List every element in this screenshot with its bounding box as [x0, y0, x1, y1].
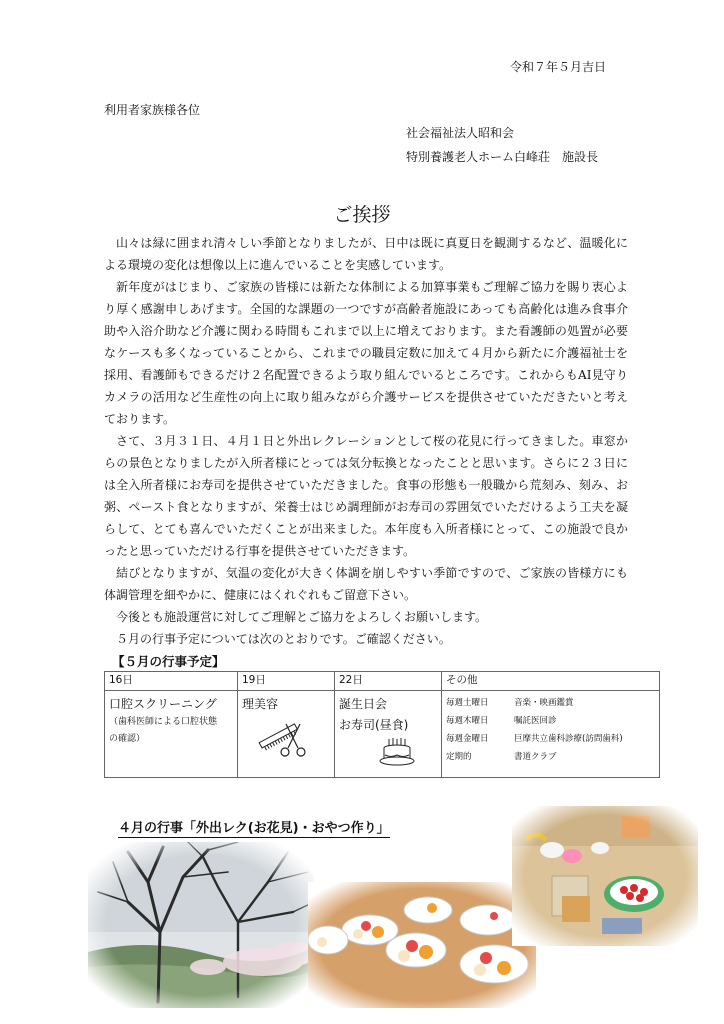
schedule-day-header: 22日 [335, 672, 442, 691]
other-schedule-list [446, 694, 655, 766]
schedule-table [104, 671, 660, 778]
schedule-what: 巨摩共立歯科診療(訪問歯科) [514, 734, 623, 744]
letter-title: ご挨拶 [333, 204, 391, 226]
schedule-cell [442, 691, 660, 778]
paragraph: 今後とも施設運営に対してご理解とご協力をよろしくお願いします。 [116, 610, 488, 624]
addressee: 利用者家族様各位 [104, 103, 201, 117]
event-name: 口腔スクリーニング [109, 697, 217, 711]
schedule-cell [105, 691, 238, 778]
schedule-day-header: 19日 [238, 672, 335, 691]
organization-name: 社会福祉法人昭和会 [406, 126, 515, 140]
event-name: 理美容 [242, 697, 279, 711]
event-note [109, 714, 233, 748]
paragraph: 新年度がはじまり、ご家族の皆様には新たな体制による加算事業もご理解ご協力を賜り衷心より厚く感謝申しあげます。全国的な課題の一つですが高齢者施設にあっても高齢化は進み食事介助や入浴介助など介護に関わる時間もこれまで以上に増えております。また看護師の処置が必要なケースも多くなっていることから、これまでの職員定数に加えて４月から新たに介護福祉士を採用、看護師もできるだけ２名配置できるよう取り組んでいるところです。これからもAI見守りカメラの活用など生産性の向上に取り組みながら介護サービスを提供させていただきたいと考えております。 [104, 280, 628, 426]
april-events-heading: ４月の行事「外出レク(お花見)・おやつ作り」 [118, 817, 390, 838]
schedule-cell [335, 691, 442, 778]
event-note-line: の確認） [109, 734, 146, 744]
schedule-when: 定期的 [446, 752, 472, 762]
schedule-day-header: 16日 [105, 672, 238, 691]
schedule-what: 書道クラブ [514, 752, 557, 762]
schedule-what: 音楽・映画鑑賞 [514, 698, 574, 708]
other-schedule-row [446, 694, 655, 712]
schedule-day-header: その他 [442, 672, 660, 691]
sweets-plates-photo [308, 882, 536, 1008]
paragraph: 山々は緑に囲まれ清々しい季節となりましたが、日中は既に真夏日を観測するなど、温暖化による環境の変化は想像以上に進んでいることを実感しています。 [104, 236, 628, 272]
snack-making-photo [512, 806, 698, 946]
schedule-what: 嘱託医回診 [514, 716, 557, 726]
letter-body [104, 232, 628, 650]
paragraph: 結びとなりますが、気温の変化が大きく体調を崩しやすい季節ですので、ご家族の皆様方にも体調管理を細やかに、健康にはくれぐれもご留意下さい。 [104, 566, 628, 602]
birthday-cake-icon [379, 737, 437, 771]
schedule-when: 毎週土曜日 [446, 698, 489, 708]
schedule-when: 毎週金曜日 [446, 734, 489, 744]
cherry-blossom-photo [88, 842, 314, 1008]
scissors-comb-icon [256, 718, 330, 764]
schedule-when: 毎週木曜日 [446, 716, 489, 726]
paragraph: さて、３月３１日、４月１日と外出レクレーションとして桜の花見に行ってきました。車窓からの景色となりましたが入所者様にとっては気分転換となったことと思います。さらに２３日には全入所者様にお寿司を提供させていただきました。食事の形態も一般職から荒刻み、刻み、お粥、ペースト食となりますが、栄養士はじめ調理師がお寿司の雰囲気でいただけるよう工夫を凝らして、とても喜んでいただくことが出来ました。本年度も入所者様にとって、この施設で良かったと思っていただける行事を提供させていただきます。 [104, 434, 628, 558]
paragraph: ５月の行事予定については次のとおりです。ご確認ください。 [116, 632, 451, 646]
other-schedule-row [446, 712, 655, 730]
event-note-line: （歯科医師による口腔状態 [109, 717, 218, 727]
schedule-heading: 【５月の行事予定】 [112, 654, 225, 669]
letter-date: 令和７年５月吉日 [510, 60, 607, 74]
schedule-cell [238, 691, 335, 778]
other-schedule-row [446, 748, 655, 766]
event-name: お寿司(昼食) [339, 718, 409, 732]
sender-block [406, 121, 598, 169]
other-schedule-row [446, 730, 655, 748]
event-name: 誕生日会 [339, 697, 388, 711]
facility-director: 特別養護老人ホーム白峰荘 施設長 [406, 150, 599, 164]
